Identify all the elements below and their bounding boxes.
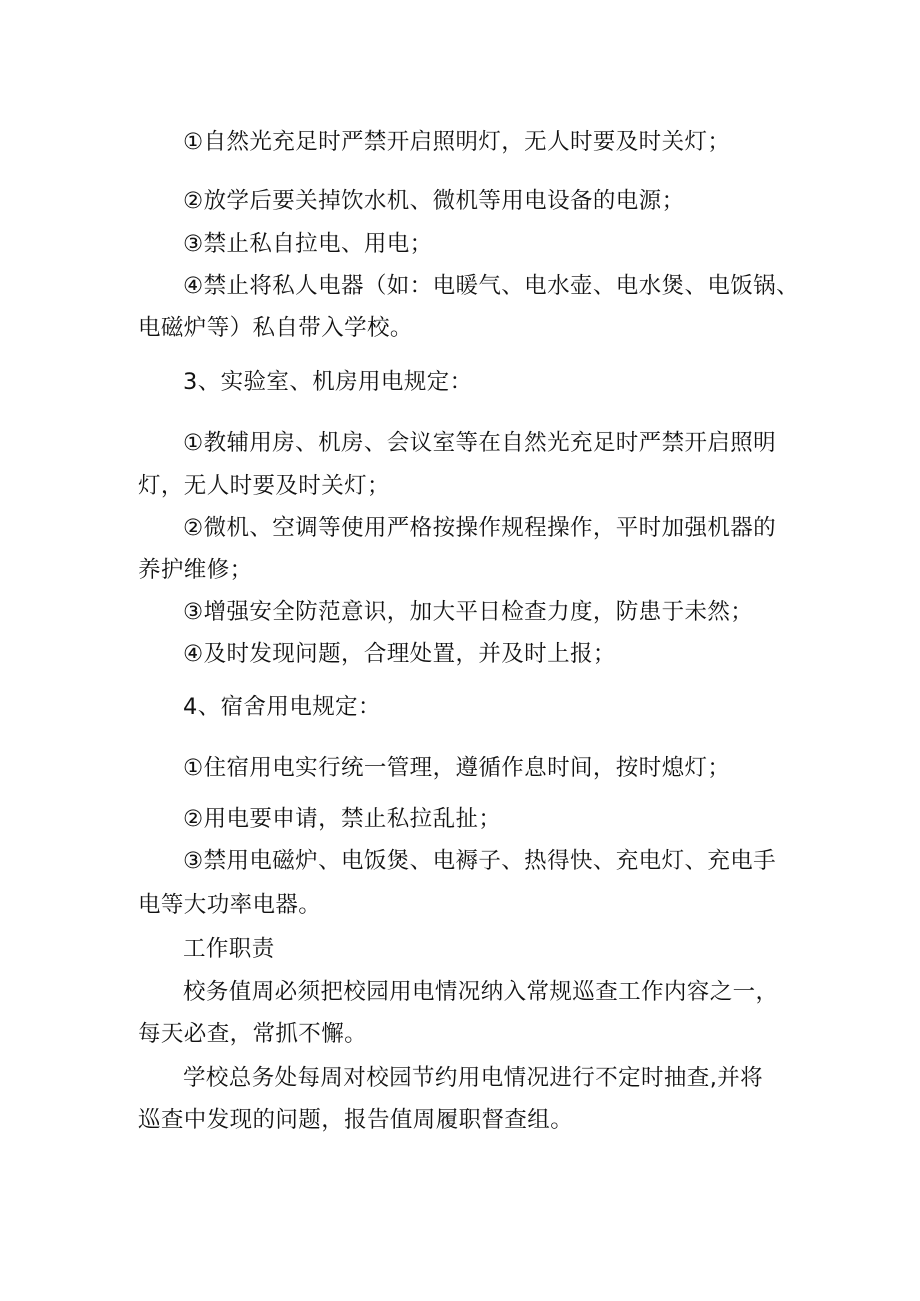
section3-item4: ④及时发现问题，合理处置，并及时上报； <box>183 641 616 667</box>
section2-item3: ③禁止私自拉电、用电； <box>183 231 433 257</box>
duties-para2-line1: 学校总务处每周对校园节约用电情况进行不定时抽查,并将 <box>183 1065 764 1091</box>
section3-item1-line2: 灯，无人时要及时关灯； <box>138 473 390 499</box>
duties-para1-line2: 每天必查，常抓不懈。 <box>138 1021 368 1047</box>
section4-item3-line2: 电等大功率电器。 <box>138 892 322 918</box>
section3-item1-line1: ①教辅用房、机房、会议室等在自然光充足时严禁开启照明 <box>183 430 777 456</box>
section2-item2: ②放学后要关掉饮水机、微机等用电设备的电源； <box>183 188 685 214</box>
section4-item2: ②用电要申请，禁止私拉乱扯； <box>183 806 502 832</box>
section2-item4-line1: ④禁止将私人电器（如：电暖气、电水壶、电水煲、电饭锅、 <box>183 273 799 299</box>
section3-heading: 3、实验室、机房用电规定： <box>183 369 473 395</box>
duties-para2-line2: 巡查中发现的问题，报告值周履职督查组。 <box>138 1107 574 1133</box>
section2-item1: ①自然光充足时严禁开启照明灯，无人时要及时关灯； <box>183 129 731 155</box>
section2-item4-line2: 电磁炉等）私自带入学校。 <box>138 315 413 341</box>
duties-heading: 工作职责 <box>183 936 275 962</box>
section4-heading: 4、宿舍用电规定： <box>183 694 381 720</box>
duties-para1-line1: 校务值周必须把校园用电情况纳入常规巡查工作内容之一， <box>183 979 779 1005</box>
section4-item3-line1: ③禁用电磁炉、电饭煲、电褥子、热得快、充电灯、充电手 <box>183 848 777 874</box>
section3-item2-line1: ②微机、空调等使用严格按操作规程操作，平时加强机器的 <box>183 515 777 541</box>
section3-item2-line2: 养护维修； <box>138 557 253 583</box>
section3-item3: ③增强安全防范意识，加大平日检查力度，防患于未然； <box>183 599 754 625</box>
section4-item1: ①住宿用电实行统一管理，遵循作息时间，按时熄灯； <box>183 755 731 781</box>
